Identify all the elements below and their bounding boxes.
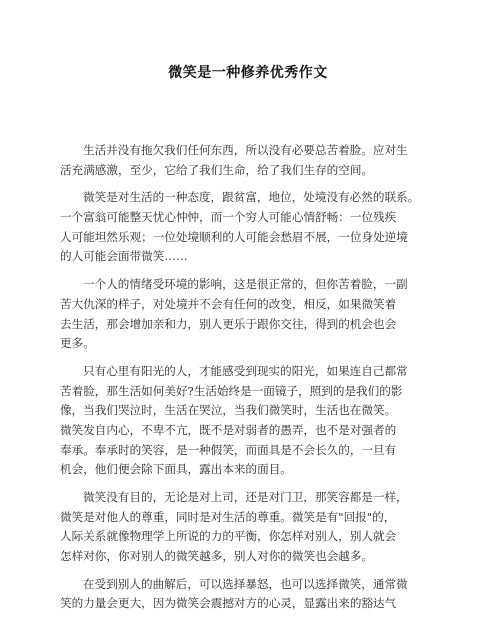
text-line: 只有心里有阳光的人，才能感受到现实的阳光，如果连自己都常 (83, 363, 408, 378)
document-body (60, 141, 440, 622)
text-line: 微笑是对他人的尊重，同时是对生活的尊重。微笑是有"回报"的， (60, 509, 396, 524)
text-line: 生活并没有拖欠我们任何东西，所以没有必要总苦着脸。应对生 (83, 143, 408, 157)
text-line: 微笑没有目的，无论是对上司，还是对门卫，那笑容都是一样， (83, 490, 408, 504)
text-line: 一个人的情绪受环境的影响，这是很正常的，但你苦着脸，一副 (83, 277, 408, 292)
text-line: 笑的力量会更大，因为微笑会震撼对方的心灵，显露出来的豁达气 (60, 596, 397, 611)
text-line: 微笑是对生活的一种态度，跟贫富，地位，处境没有必然的联系。 (83, 190, 420, 205)
paragraph-6 (60, 575, 440, 614)
paragraph-1 (60, 141, 440, 180)
paragraph-3 (60, 275, 440, 354)
paragraph-5 (60, 488, 440, 567)
text-line: 苦大仇深的样子，对处境并不会有任何的改变，相反，如果微笑着 (60, 296, 397, 311)
text-line: 人可能坦然乐观；一位处境顺利的人可能会愁眉不展，一位身处逆境 (60, 229, 408, 244)
document-title: 微笑是一种修养优秀作文 (168, 65, 328, 81)
text-line: 怎样对你，你对别人的微笑越多，别人对你的微笑也会越多。 (60, 549, 374, 564)
text-line: 像，当我们哭泣时，生活在哭泣，当我们微笑时，生活也在微笑。 (60, 403, 397, 418)
text-line: 微笑发自内心，不卑不亢，既不是对弱者的愚弄，也不是对强者的 (60, 422, 397, 437)
text-line: 的人可能会面带微笑…… (60, 249, 188, 264)
text-line: 奉承。奉承时的笑容，是一种假笑，而面具是不会长久的，一旦有 (60, 442, 397, 457)
text-line: 人际关系就像物理学上所说的力的平衡，你怎样对别人，别人就会 (60, 529, 397, 544)
text-line: 活充满感激，至少，它给了我们生命，给了我们生存的空间。 (60, 162, 374, 177)
text-line: 在受到别人的曲解后，可以选择暴怒，也可以选择微笑，通常微 (83, 576, 408, 591)
paragraph-4 (60, 362, 440, 480)
text-line: 一个富翁可能整天忧心忡忡，而一个穷人可能心情舒畅：一位残疾 (60, 210, 397, 225)
text-line: 更多。 (60, 336, 95, 351)
paragraph-2 (60, 188, 440, 267)
text-line: 机会，他们便会除下面具，露出本来的面目。 (60, 462, 292, 477)
text-line: 去生活，那会增加亲和力，别人更乐于跟你交往，得到的机会也会 (60, 316, 397, 331)
text-line: 苦着脸，那生活如何美好?生活始终是一面镜子，照到的是我们的影 (60, 383, 403, 398)
